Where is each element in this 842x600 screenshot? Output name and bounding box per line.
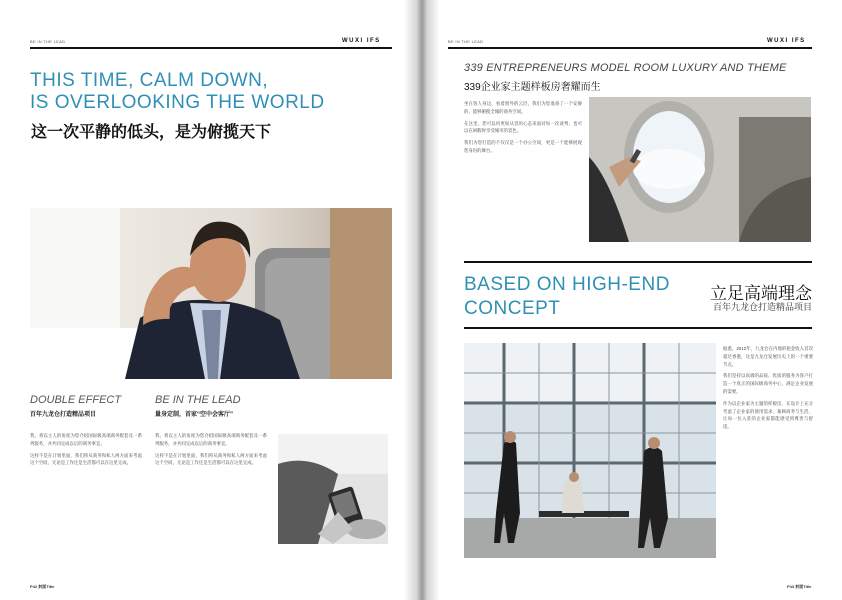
right-header-rule <box>448 47 812 49</box>
col2-title-zh: 量身定制，首家“空中会客厅” <box>155 412 234 418</box>
col2-paragraph: 我，将以主人的角度为您介绍国际级高端商务配套及一系列服务，并共同完成以后的商务事宜。 <box>155 433 267 446</box>
mid-top-rule <box>464 261 812 263</box>
top-head-zh: 339企业家主题样板房奢耀而生 <box>464 82 601 93</box>
col1-body <box>30 432 142 471</box>
left-headline-zh: 这一次平静的低头，是为俯揽天下 <box>31 124 272 141</box>
col1-title-zh: 百年九龙仓打造精品项目 <box>30 412 97 418</box>
top-paragraph: 坐在客人身边，看着窗外的云层，我们为您准备了一个安静的、能够俯揽全城的商务空间。 <box>464 101 582 114</box>
top-head-en: 339 ENTREPRENEURS MODEL ROOM LUXURY AND THEME <box>464 62 787 74</box>
right-header-brand: WUXI IFS <box>767 38 806 44</box>
phone-hands-photo <box>278 434 388 544</box>
top-paragraph: 我们为您打造的不仅仅是一个办公空间，更是一个能够展现您身份的舞台。 <box>464 140 582 153</box>
bottom-paragraph: 我们坚持以高端的品质、优质的服务为客户打造一个真正的国际级商务中心，满足企业发展的需要。 <box>723 373 813 394</box>
right-header-section: BE IN THE LEAD <box>448 39 484 44</box>
col1-title-en: DOUBLE EFFECT <box>30 394 122 406</box>
businessman-photo <box>30 208 392 379</box>
left-header-rule <box>30 47 392 49</box>
airport-terminal-photo <box>464 343 716 558</box>
top-body <box>464 100 582 159</box>
col2-title-en: BE IN THE LEAD <box>155 394 241 406</box>
mid-headline-zh: 立足高端理念 <box>710 284 812 303</box>
bottom-paragraph: 作为以企业家为主题的样板房，在设计上充分考虑了企业家的使用需求，兼顾商务与生活，让每一位入驻的企业家都能感受到尊贵与舒适。 <box>723 400 813 430</box>
spine-shadow <box>404 0 440 600</box>
headline-line-1: THIS TIME, CALM DOWN, <box>30 70 269 91</box>
left-header-brand: WUXI IFS <box>342 38 381 44</box>
mid-headline-en <box>464 273 670 321</box>
bottom-body <box>723 345 813 435</box>
col2-paragraph: 这样不是在计划里面，我们将从商务和私人两方面来考虑这个空间，无论是工作还是生活都可以在这里完成。 <box>155 452 267 466</box>
mid-headline-line-2: CONCEPT <box>464 298 561 319</box>
airplane-window-photo <box>589 97 811 242</box>
col2-body <box>155 432 267 471</box>
top-paragraph: 在这里，您可以用更加从容的心态来面对每一次谈判，也可以在闲暇时享受城市的景色。 <box>464 120 582 134</box>
mid-headline-line-1: BASED ON HIGH-END <box>464 274 670 295</box>
left-header-section: BE IN THE LEAD <box>30 39 66 44</box>
left-footer: P42 封面Title <box>30 584 55 589</box>
mid-bottom-rule <box>464 327 812 329</box>
left-headline-en <box>30 70 325 114</box>
right-page <box>424 0 842 600</box>
headline-line-2: IS OVERLOOKING THE WORLD <box>30 92 325 113</box>
col1-paragraph: 这样不是在计划里面，我们将从商务和私人两方面来考虑这个空间，无论是工作还是生活都可以在这里完成。 <box>30 452 142 466</box>
left-page <box>0 0 418 600</box>
col1-paragraph: 我，将以主人的角度为您介绍国际级高端商务配套及一系列服务，并共同完成以后的商务事宜。 <box>30 433 142 446</box>
right-footer: P43 封面Title <box>787 584 812 589</box>
bottom-paragraph: 据悉，2012年，九龙仓在内地的租金收入首次超过香港，这是九龙仓发展历史上的一个重要节点。 <box>723 346 813 367</box>
mid-headline-zh-sub: 百年九龙仓打造精品项目 <box>712 302 812 312</box>
